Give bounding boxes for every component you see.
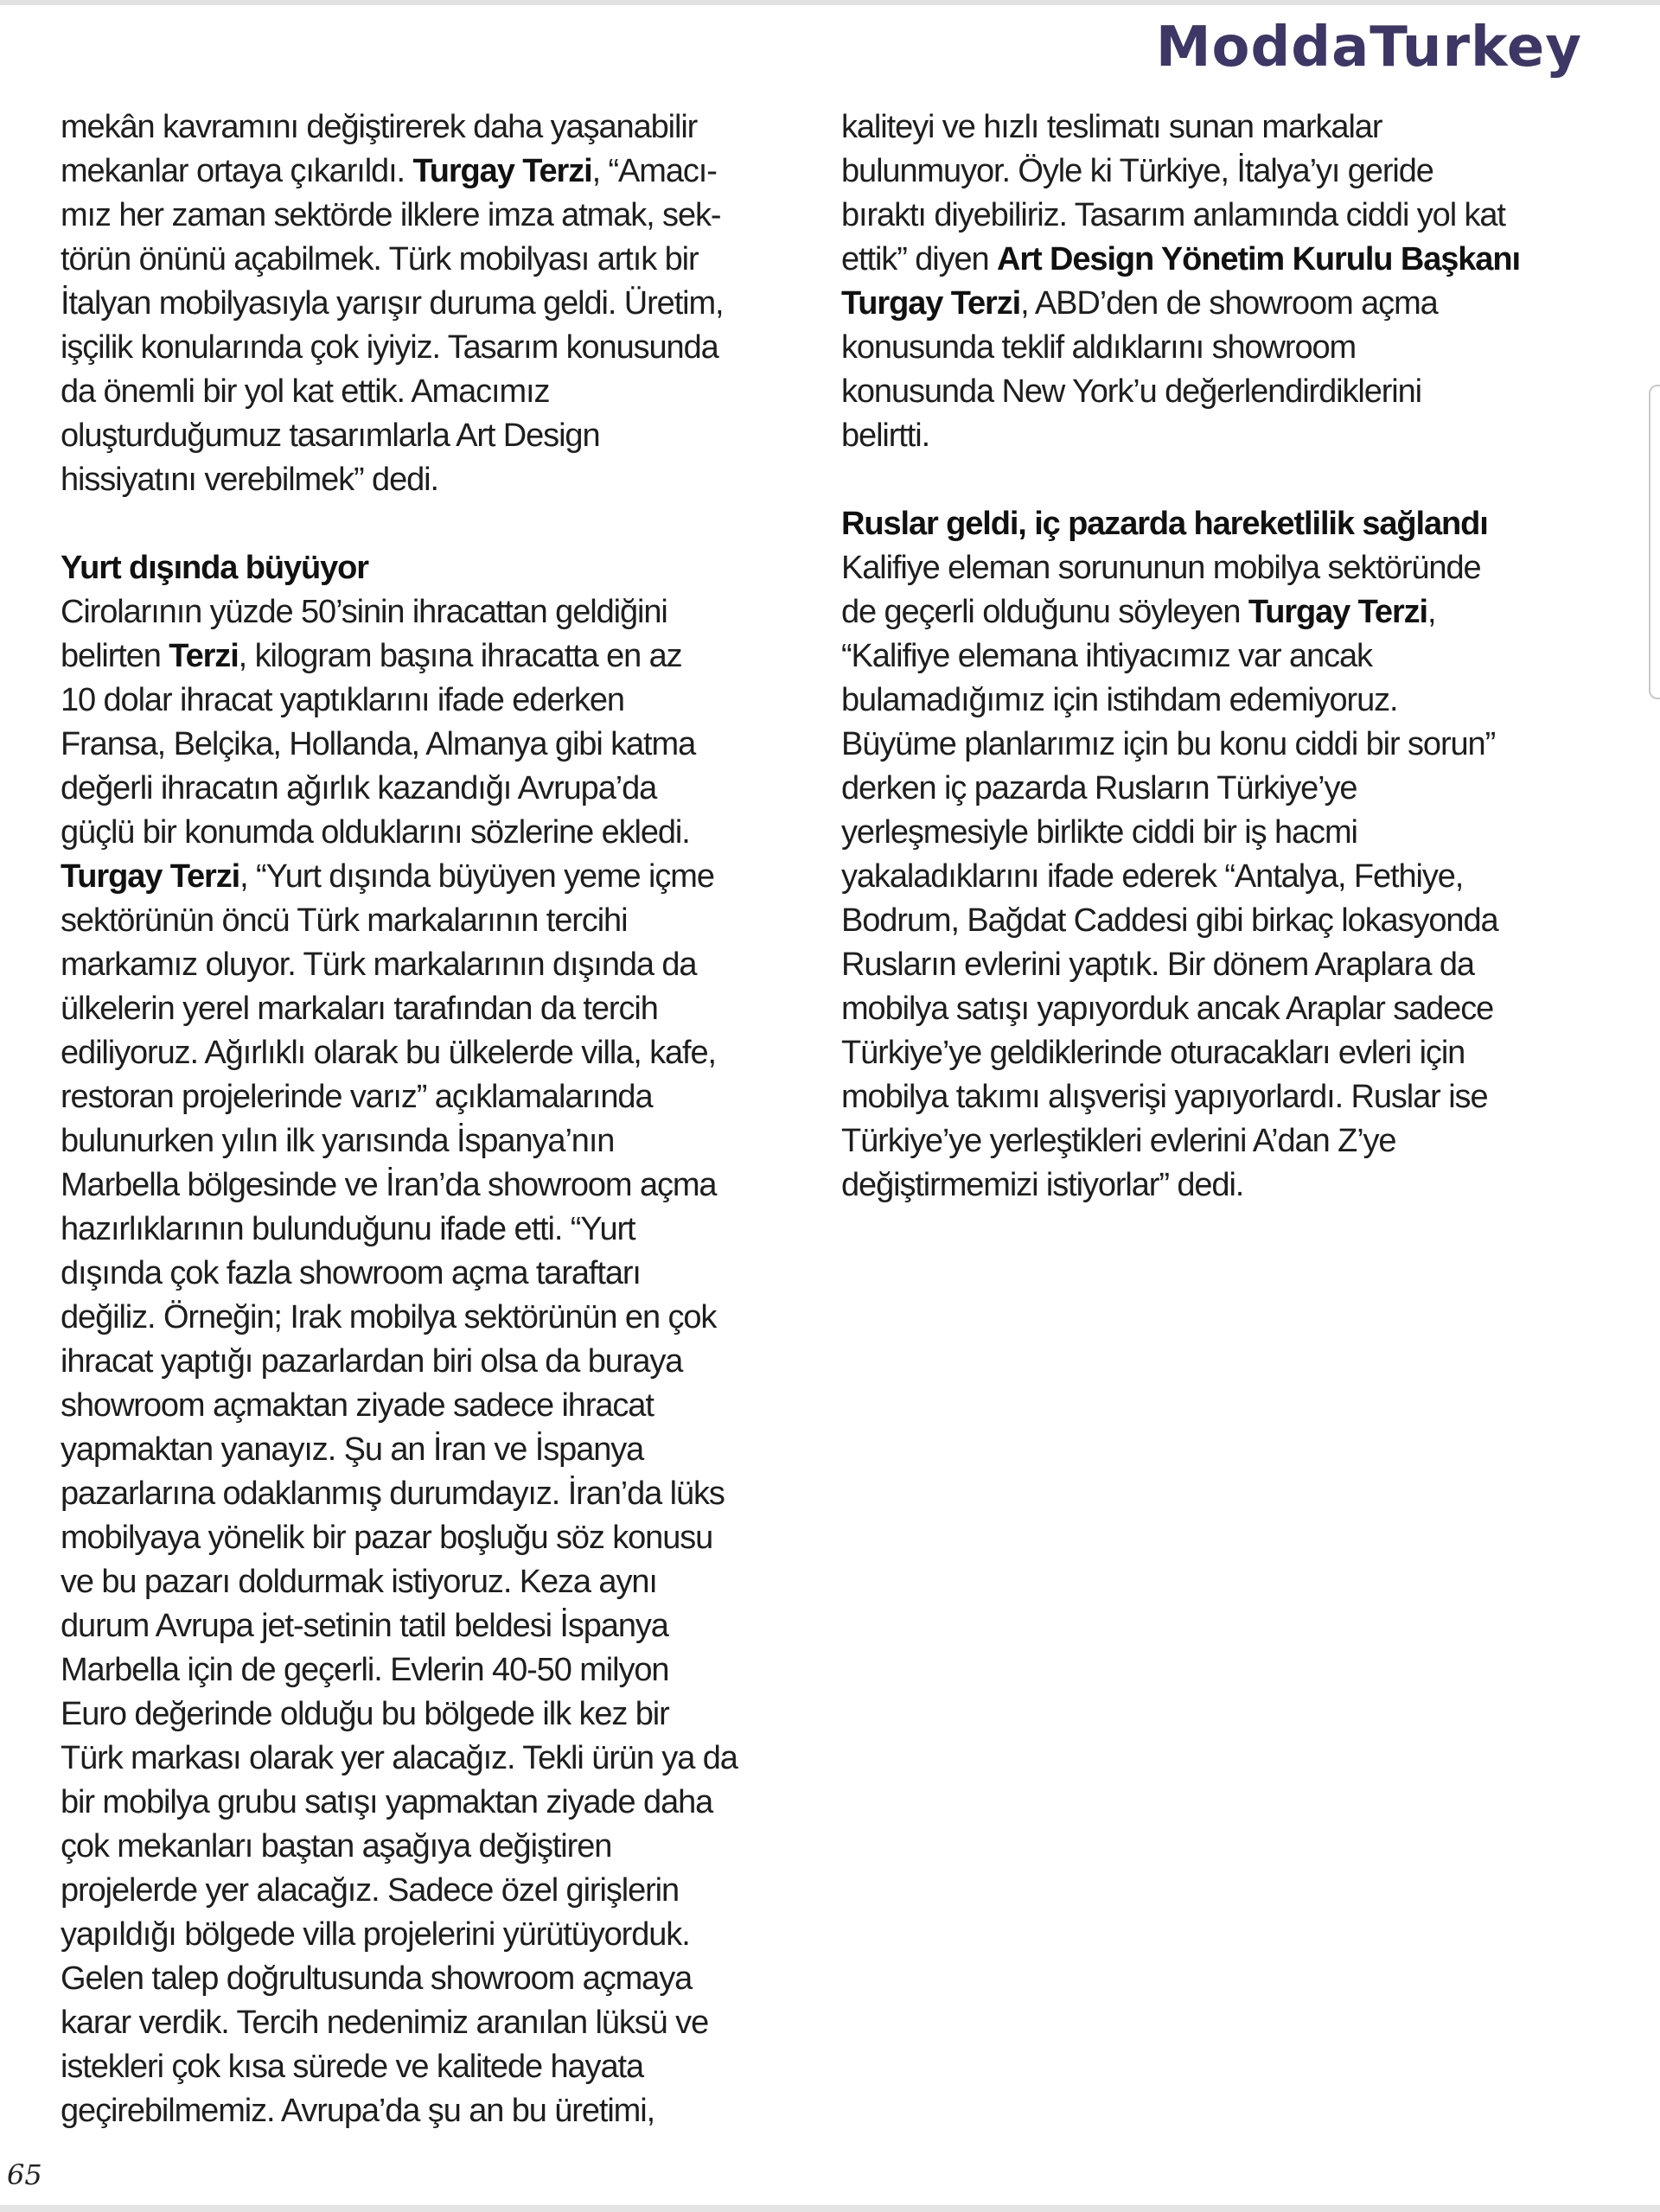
text-line bbox=[61, 1604, 839, 1648]
text-line bbox=[61, 194, 839, 238]
text-span: Kalifiye eleman sorununun mobilya sektöründe bbox=[841, 550, 1481, 586]
text-span: güçlü bir konumda olduklarını sözlerine ekledi. bbox=[61, 814, 690, 851]
text-line bbox=[841, 326, 1619, 370]
text-line bbox=[61, 2089, 839, 2133]
text-line bbox=[61, 723, 839, 767]
text-span: İtalyan mobilyasıyla yarışır duruma geldi. Üretim, bbox=[61, 285, 724, 322]
text-span: belirtti. bbox=[841, 418, 930, 454]
text-line bbox=[841, 1075, 1619, 1119]
text-span: sektörünün öncü Türk markalarının tercihi bbox=[61, 902, 628, 939]
text-line bbox=[61, 590, 839, 634]
text-span: ülkelerin yerel markaları tarafından da tercih bbox=[61, 991, 658, 1027]
text-span: durum Avrupa jet-setinin tatil beldesi İspanya bbox=[61, 1608, 668, 1644]
text-span: Marbella için de geçerli. Evlerin 40-50 milyon bbox=[61, 1652, 669, 1688]
text-span: mobilya satışı yapıyorduk ancak Araplar sadece bbox=[841, 991, 1494, 1027]
text-span: , “Amacı- bbox=[591, 153, 717, 189]
text-line bbox=[841, 238, 1619, 282]
text-line bbox=[61, 414, 839, 458]
text-span: yakaladıklarını ifade ederek “Antalya, Fethiye, bbox=[841, 858, 1464, 895]
text-span: mobilyaya yönelik bir pazar boşluğu söz konusu bbox=[61, 1520, 713, 1556]
text-line bbox=[841, 590, 1619, 634]
text-span: Rusların evlerini yaptık. Bir dönem Araplara da bbox=[841, 947, 1474, 983]
text-line bbox=[61, 238, 839, 282]
article-column-right bbox=[841, 105, 1619, 1208]
text-span: ihracat yaptığı pazarlardan biri olsa da buraya bbox=[61, 1343, 683, 1380]
text-line bbox=[61, 767, 839, 811]
bottom-border bbox=[0, 2205, 1660, 2212]
text-span: mekân kavramını değiştirerek daha yaşanabilir bbox=[61, 109, 698, 145]
text-line bbox=[841, 679, 1619, 723]
text-line bbox=[61, 855, 839, 899]
text-span: bıraktı diyebiliriz. Tasarım anlamında ciddi yol kat bbox=[841, 197, 1505, 233]
text-span: “Kalifiye elemana ihtiyacımız var ancak bbox=[841, 638, 1372, 674]
text-line bbox=[841, 105, 1619, 150]
text-span: Türkiye’ye geldiklerinde oturacakları evleri için bbox=[841, 1035, 1465, 1071]
text-span: Fransa, Belçika, Hollanda, Almanya gibi katma bbox=[61, 726, 696, 762]
text-line bbox=[841, 1031, 1619, 1075]
text-line bbox=[841, 546, 1619, 590]
text-span: değiliz. Örneğin; Irak mobilya sektörünün en çok bbox=[61, 1299, 717, 1335]
text-span: kaliteyi ve hızlı teslimatı sunan markalar bbox=[841, 109, 1382, 145]
text-span: Türk markası olarak yer alacağız. Tekli ürün ya da bbox=[61, 1740, 737, 1776]
text-span: , bbox=[1427, 594, 1436, 630]
text-span: bulamadığımız için istihdam edemiyoruz. bbox=[841, 682, 1398, 718]
text-line bbox=[61, 458, 839, 502]
text-line bbox=[61, 899, 839, 943]
text-line bbox=[61, 1075, 839, 1119]
text-line bbox=[61, 1516, 839, 1560]
text-span: bulunurken yılın ilk yarısında İspanya’nın bbox=[61, 1123, 615, 1159]
text-span: de geçerli olduğunu söyleyen bbox=[841, 594, 1248, 630]
text-line bbox=[61, 326, 839, 370]
text-line bbox=[61, 370, 839, 414]
text-span: Yurt dışında büyüyor bbox=[61, 550, 368, 586]
text-span: derken iç pazarda Rusların Türkiye’ye bbox=[841, 770, 1357, 806]
text-line bbox=[61, 150, 839, 194]
text-line bbox=[841, 194, 1619, 238]
text-line bbox=[61, 1472, 839, 1516]
text-span: Ruslar geldi, iç pazarda hareketlilik sağlandı bbox=[841, 506, 1488, 542]
text-span: Cirolarının yüzde 50’sinin ihracattan geldiğini bbox=[61, 594, 667, 630]
text-span: projelerde yer alacağız. Sadece özel girişlerin bbox=[61, 1872, 680, 1909]
text-line bbox=[841, 634, 1619, 679]
top-border bbox=[0, 0, 1660, 5]
text-line bbox=[841, 899, 1619, 943]
text-line bbox=[61, 282, 839, 326]
text-span: markamız oluyor. Türk markalarının dışında da bbox=[61, 947, 697, 983]
text-line bbox=[841, 1163, 1619, 1208]
text-span: pazarlarına odaklanmış durumdayız. İran’da lüks bbox=[61, 1476, 725, 1512]
side-scroll-handle[interactable] bbox=[1649, 385, 1660, 699]
text-span: konusunda teklif aldıklarını showroom bbox=[841, 329, 1357, 366]
text-line bbox=[61, 1737, 839, 1781]
text-span: yapıldığı bölgede villa projelerini yürütüyorduk. bbox=[61, 1916, 690, 1953]
text-line bbox=[841, 282, 1619, 326]
text-line bbox=[61, 1119, 839, 1163]
text-line bbox=[61, 1296, 839, 1340]
text-line bbox=[61, 1163, 839, 1208]
text-line bbox=[61, 943, 839, 987]
text-span: Gelen talep doğrultusunda showroom açmaya bbox=[61, 1960, 693, 1997]
text-line bbox=[61, 2001, 839, 2045]
text-span: bir mobilya grubu satışı yapmaktan ziyade daha bbox=[61, 1784, 713, 1820]
section-heading bbox=[841, 502, 1619, 546]
text-span: Euro değerinde olduğu bu bölgede ilk kez bir bbox=[61, 1696, 669, 1732]
text-line bbox=[841, 414, 1619, 458]
page-number: 65 bbox=[7, 2158, 42, 2191]
text-span: , ABD’den de showroom açma bbox=[1020, 285, 1438, 322]
text-line bbox=[61, 1340, 839, 1384]
text-span: mız her zaman sektörde ilklere imza atmak, sek- bbox=[61, 197, 721, 233]
text-span: belirten bbox=[61, 638, 169, 674]
article-column-left bbox=[61, 105, 839, 2133]
text-line bbox=[61, 1384, 839, 1428]
text-span: istekleri çok kısa sürede ve kalitede hayata bbox=[61, 2049, 643, 2085]
text-span: Bodrum, Bağdat Caddesi gibi birkaç lokasyonda bbox=[841, 902, 1498, 939]
bold-name: Turgay Terzi bbox=[412, 153, 592, 189]
text-line bbox=[841, 150, 1619, 194]
text-span: değerli ihracatın ağırlık kazandığı Avrupa’da bbox=[61, 770, 657, 806]
text-span: törün önünü açabilmek. Türk mobilyası artık bir bbox=[61, 241, 699, 277]
text-span: çok mekanları baştan aşağıya değiştiren bbox=[61, 1828, 612, 1865]
text-line bbox=[61, 987, 839, 1031]
bold-name: Turgay Terzi bbox=[61, 858, 240, 895]
bold-name: Turgay Terzi bbox=[841, 285, 1021, 322]
text-span: hissiyatını verebilmek” dedi. bbox=[61, 462, 438, 498]
text-span: showroom açmaktan ziyade sadece ihracat bbox=[61, 1387, 654, 1424]
text-line bbox=[841, 767, 1619, 811]
bold-name: Turgay Terzi bbox=[1248, 594, 1428, 630]
text-line bbox=[841, 811, 1619, 855]
text-line bbox=[841, 723, 1619, 767]
text-line bbox=[61, 1428, 839, 1472]
bold-name: Terzi bbox=[169, 638, 239, 674]
text-line bbox=[61, 1208, 839, 1252]
text-line bbox=[61, 1957, 839, 2001]
text-span: Büyüme planlarımız için bu konu ciddi bir sorun” bbox=[841, 726, 1496, 762]
text-span: mobilya takımı alışverişi yapıyorlardı. Ruslar ise bbox=[841, 1079, 1488, 1115]
text-span: ve bu pazarı doldurmak istiyoruz. Keza aynı bbox=[61, 1564, 657, 1600]
text-span: mekanlar ortaya çıkarıldı. bbox=[61, 153, 413, 189]
text-line bbox=[61, 1252, 839, 1296]
magazine-logo: ModdaTurkey bbox=[1155, 16, 1582, 80]
text-span: , “Yurt dışında büyüyen yeme içme bbox=[239, 858, 714, 895]
text-line bbox=[841, 987, 1619, 1031]
text-line bbox=[841, 1119, 1619, 1163]
text-span: değiştirmemizi istiyorlar” dedi. bbox=[841, 1167, 1244, 1203]
text-span: geçirebilmemiz. Avrupa’da şu an bu üretimi, bbox=[61, 2093, 655, 2129]
text-line bbox=[841, 370, 1619, 414]
text-line bbox=[61, 679, 839, 723]
text-line bbox=[61, 1781, 839, 1825]
text-line bbox=[61, 1560, 839, 1604]
text-line bbox=[61, 1913, 839, 1957]
text-line bbox=[61, 1825, 839, 1869]
text-line bbox=[61, 1692, 839, 1737]
text-line bbox=[61, 811, 839, 855]
text-span: ettik” diyen bbox=[841, 241, 998, 277]
text-span: , kilogram başına ihracatta en az bbox=[238, 638, 682, 674]
text-span: 10 dolar ihracat yaptıklarını ifade ederken bbox=[61, 682, 624, 718]
text-span: karar verdik. Tercih nedenimiz aranılan lüksü ve bbox=[61, 2005, 709, 2041]
text-span: yerleşmesiyle birlikte ciddi bir iş hacmi bbox=[841, 814, 1357, 851]
text-span: bulunmuyor. Öyle ki Türkiye, İtalya’yı geride bbox=[841, 153, 1433, 189]
bold-name: Art Design Yönetim Kurulu Başkanı bbox=[997, 241, 1520, 277]
text-span: konusunda New York’u değerlendirdiklerini bbox=[841, 373, 1422, 410]
text-span: işçilik konularında çok iyiyiz. Tasarım konusunda bbox=[61, 329, 718, 366]
text-line bbox=[61, 1648, 839, 1692]
text-span: ediliyoruz. Ağırlıklı olarak bu ülkelerde villa, kafe, bbox=[61, 1035, 716, 1071]
paragraph-gap bbox=[61, 502, 839, 546]
text-line bbox=[841, 855, 1619, 899]
text-span: yapmaktan yanayız. Şu an İran ve İspanya bbox=[61, 1431, 644, 1468]
text-span: da önemli bir yol kat ettik. Amacımız bbox=[61, 373, 550, 410]
paragraph-gap bbox=[841, 458, 1619, 502]
text-line bbox=[61, 1869, 839, 1913]
text-span: oluşturduğumuz tasarımlarla Art Design bbox=[61, 418, 600, 454]
text-line bbox=[61, 1031, 839, 1075]
text-line bbox=[61, 2045, 839, 2089]
text-span: dışında çok fazla showroom açma taraftarı bbox=[61, 1255, 641, 1291]
text-span: Marbella bölgesinde ve İran’da showroom açma bbox=[61, 1167, 717, 1203]
section-heading bbox=[61, 546, 839, 590]
text-line bbox=[61, 634, 839, 679]
text-span: restoran projelerinde varız” açıklamalarında bbox=[61, 1079, 653, 1115]
text-span: Türkiye’ye yerleştikleri evlerini A’dan Z’ye bbox=[841, 1123, 1396, 1159]
text-line bbox=[841, 943, 1619, 987]
text-line bbox=[61, 105, 839, 150]
text-span: hazırlıklarının bulunduğunu ifade etti. “Yurt bbox=[61, 1211, 635, 1247]
